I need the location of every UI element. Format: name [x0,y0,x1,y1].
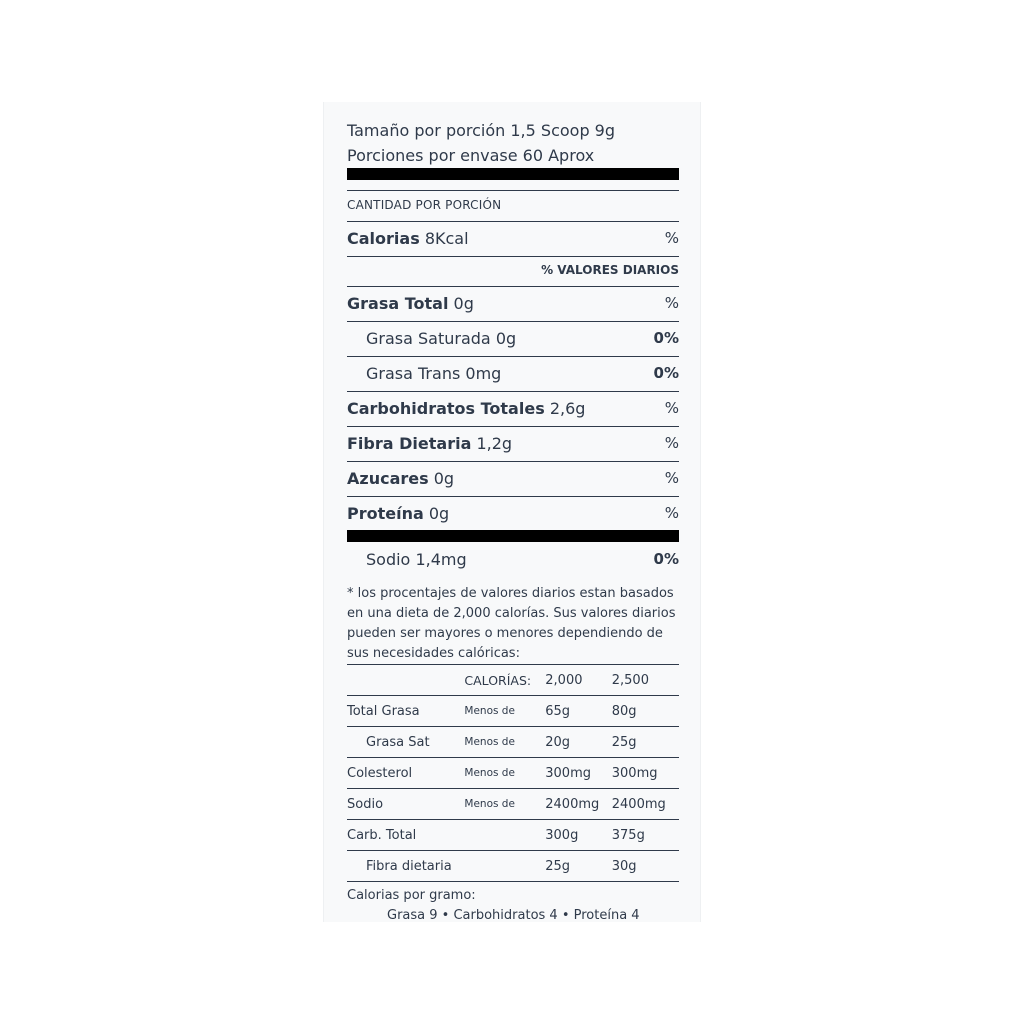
nutrient-value: 1,4mg [415,549,467,569]
nutrient-pct: % [664,469,679,487]
nutrient-label: Grasa Trans [366,363,461,383]
nutrient-value: 0g [453,293,474,313]
nutrient-label: Azucares [347,468,429,488]
calories-label: Calorias [347,228,420,248]
serving-size: Tamaño por porción 1,5 Scoop 9g [347,121,616,140]
nutrient-pct: % [664,399,679,417]
calories-pct: % [664,229,679,247]
nutrient-row-carbohidratos [347,391,679,425]
table-row: Sodio Menos de 2400mg 2400mg [347,789,679,820]
nutrient-pct: 0% [653,550,679,568]
calories-header: CALORÍAS: [464,665,545,696]
nutrient-row-grasa-trans [347,356,679,390]
table-row: Grasa Sat Menos de 20g 25g [347,727,679,758]
amount-per-serving: CANTIDAD POR PORCIÓN [347,198,502,212]
col-2000-header: 2,000 [545,665,611,696]
nutrient-value: 1,2g [476,433,513,453]
nutrient-row-sodio [347,542,679,576]
nutrient-label: Carbohidratos Totales [347,398,545,418]
col-2500-header: 2,500 [612,665,679,696]
nutrient-value: 2,6g [549,398,586,418]
nutrient-pct: % [664,504,679,522]
daily-values-header: % VALORES DIARIOS [541,263,679,277]
table-row: Fibra dietaria 25g 30g [347,851,679,882]
nutrient-row-proteina [347,496,679,530]
nutrient-value: 0g [495,328,517,348]
thick-divider [347,168,679,180]
reference-table [347,664,679,882]
nutrient-label: Fibra Dietaria [347,433,472,453]
thick-divider [347,530,679,542]
nutrient-value: 0g [433,468,455,488]
table-row: Colesterol Menos de 300mg 300mg [347,758,679,789]
nutrient-pct: % [664,434,679,452]
nutrient-pct: % [664,294,679,312]
calories-row [347,221,679,255]
calories-per-gram-breakdown: Grasa 9 • Carbohidratos 4 • Proteína 4 [387,908,640,923]
table-header-row [347,665,679,696]
nutrient-value: 0mg [465,363,502,383]
calories-per-gram-label: Calorias por gramo: [347,888,476,903]
nutrition-facts-panel [323,102,701,922]
calories-per-gram [347,886,679,926]
nutrient-row-grasa-saturada [347,321,679,355]
nutrient-row-grasa-total [347,286,679,320]
calories-value: 8Kcal [424,228,469,248]
nutrient-row-fibra [347,426,679,460]
nutrient-label: Grasa Saturada [366,328,491,348]
nutrient-pct: 0% [653,329,679,347]
nutrient-value: 0g [428,503,450,523]
nutrient-label: Grasa Total [347,293,449,313]
nutrient-label: Proteína [347,503,424,523]
nutrient-label: Sodio [366,549,411,569]
serving-info [347,118,679,168]
servings-per-container: Porciones por envase 60 Aprox [347,146,595,165]
footnote: * los procentajes de valores diarios estan basados en una dieta de 2,000 calorías. Sus valores diarios pueden ser mayores o menores dependiendo de sus necesidades calóricas: [347,586,676,661]
nutrient-row-azucares [347,461,679,495]
table-row: Total Grasa Menos de 65g 80g [347,696,679,727]
table-row: Carb. Total 300g 375g [347,820,679,851]
nutrient-pct: 0% [653,364,679,382]
